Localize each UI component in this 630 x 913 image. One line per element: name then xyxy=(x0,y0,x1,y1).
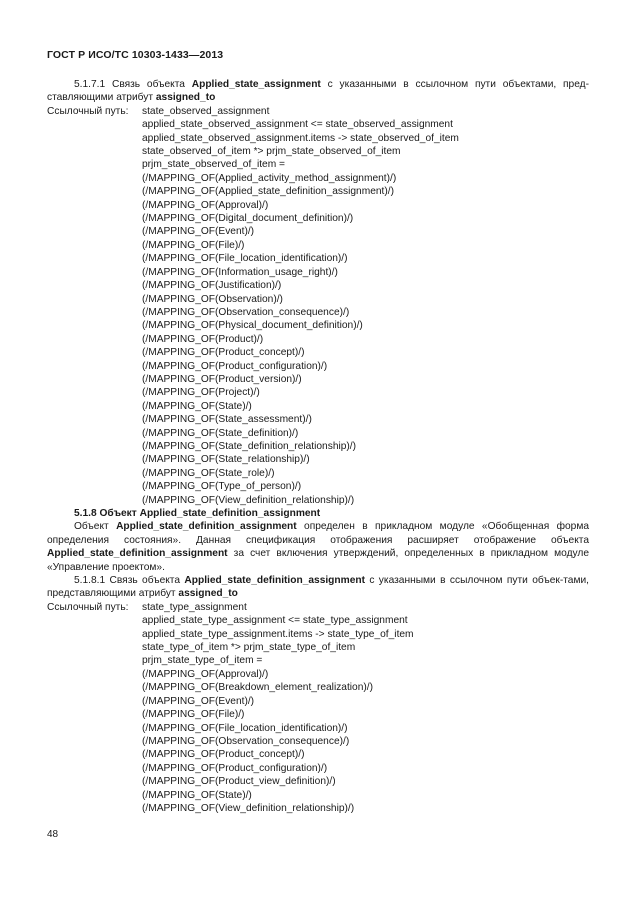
reference-path-line: (/MAPPING_OF(State)/) xyxy=(142,789,252,801)
reference-path-line: (/MAPPING_OF(State)/) xyxy=(142,400,252,412)
reference-path-line: (/MAPPING_OF(State_role)/) xyxy=(142,467,275,479)
reference-path-block xyxy=(47,601,589,816)
reference-path-line: (/MAPPING_OF(Approval)/) xyxy=(142,668,269,680)
reference-path-line: (/MAPPING_OF(Event)/) xyxy=(142,695,255,707)
reference-path-line: (/MAPPING_OF(Product)/) xyxy=(142,333,264,345)
clause-text: с указанными в ссылочном пути объектами, пред-ставляющими атрибут xyxy=(47,79,589,104)
reference-path-line: (/MAPPING_OF(Type_of_person)/) xyxy=(142,481,302,493)
document-body xyxy=(47,78,589,815)
section-heading-5-1-8: 5.1.8 Объект Applied_state_definition_assignment xyxy=(74,508,321,519)
paragraph-text: определен в прикладном модуле «Обобщенная форма определения состояния». Данная спецификация отображения расширяет отображение объекта xyxy=(47,521,589,546)
reference-path-line: (/MAPPING_OF(Product_concept)/) xyxy=(142,749,305,761)
reference-path-line: (/MAPPING_OF(Event)/) xyxy=(142,226,255,238)
reference-path-line: (/MAPPING_OF(Project)/) xyxy=(142,387,260,399)
reference-path-line: state_type_of_item *> prjm_state_type_of_item xyxy=(142,642,356,654)
reference-path-line: prjm_state_observed_of_item = xyxy=(142,159,285,171)
reference-path-line: (/MAPPING_OF(State_assessment)/) xyxy=(142,414,312,426)
reference-path-line: (/MAPPING_OF(Observation_consequence)/) xyxy=(142,306,350,318)
reference-path-line: (/MAPPING_OF(View_definition_relationship)/) xyxy=(142,802,355,814)
reference-path-line: (/MAPPING_OF(Observation)/) xyxy=(142,293,283,305)
clause-5-1-7-1 xyxy=(47,78,589,105)
reference-path-line: (/MAPPING_OF(Approval)/) xyxy=(142,199,269,211)
entity-name: Applied_state_definition_assignment xyxy=(47,548,228,560)
reference-path-line: (/MAPPING_OF(Observation_consequence)/) xyxy=(142,735,350,747)
reference-path-lines xyxy=(142,105,589,507)
paragraph-text: Объект xyxy=(74,521,117,533)
reference-path-line: (/MAPPING_OF(State_definition_relationship)/) xyxy=(142,440,357,452)
reference-path-line: (/MAPPING_OF(View_definition_relationship)/) xyxy=(142,494,355,506)
attribute-name: assigned_to xyxy=(178,588,238,600)
reference-path-line: (/MAPPING_OF(Digital_document_definition)/) xyxy=(142,213,354,225)
reference-path-line: (/MAPPING_OF(Product_concept)/) xyxy=(142,347,305,359)
reference-path-line: state_observed_assignment xyxy=(142,105,270,117)
document-header: ГОСТ Р ИСО/ТС 10303-1433—2013 xyxy=(47,49,224,61)
reference-path-line: (/MAPPING_OF(File_location_identification)/) xyxy=(142,722,348,734)
reference-path-lines xyxy=(142,601,589,816)
page-number: 48 xyxy=(47,829,59,840)
clause-5-1-8-1 xyxy=(47,574,589,601)
reference-path-line: (/MAPPING_OF(Breakdown_element_realization)/) xyxy=(142,682,374,694)
reference-path-block xyxy=(47,105,589,507)
clause-text: с указанными в ссылочном пути объек-тами, представляющими атрибут xyxy=(47,575,589,600)
reference-path-line: (/MAPPING_OF(Applied_state_definition_assignment)/) xyxy=(142,186,394,198)
reference-path-line: state_type_assignment xyxy=(142,601,247,613)
reference-path-line: prjm_state_type_of_item = xyxy=(142,655,263,667)
reference-path-line: (/MAPPING_OF(Information_usage_right)/) xyxy=(142,266,338,278)
entity-name: Applied_state_definition_assignment xyxy=(116,521,297,533)
clause-text: 5.1.7.1 Связь объекта xyxy=(74,79,192,90)
reference-path-line: applied_state_observed_assignment <= state_observed_assignment xyxy=(142,119,453,131)
reference-path-line: (/MAPPING_OF(Physical_document_definition)/) xyxy=(142,320,363,332)
reference-path-line: (/MAPPING_OF(File)/) xyxy=(142,239,245,251)
paragraph-text: за счет включения утверждений, определенных в прикладном модуле «Управление проектом». xyxy=(47,548,589,573)
reference-path-line: applied_state_type_assignment.items -> state_type_of_item xyxy=(142,628,414,640)
reference-path-line: (/MAPPING_OF(Applied_activity_method_assignment)/) xyxy=(142,172,397,184)
entity-name: Applied_state_assignment xyxy=(191,79,321,90)
reference-path-line: (/MAPPING_OF(Product_configuration)/) xyxy=(142,762,328,774)
reference-path-line: (/MAPPING_OF(Product_configuration)/) xyxy=(142,360,328,372)
reference-path-label: Ссылочный путь: xyxy=(47,105,129,117)
section-5-1-8-description xyxy=(47,520,589,574)
reference-path-label: Ссылочный путь: xyxy=(47,601,129,613)
reference-path-line: (/MAPPING_OF(Product_version)/) xyxy=(142,373,302,385)
reference-path-line: (/MAPPING_OF(State_relationship)/) xyxy=(142,454,310,466)
reference-path-line: (/MAPPING_OF(Product_view_definition)/) xyxy=(142,776,336,788)
attribute-name: assigned_to xyxy=(155,92,216,104)
reference-path-line: applied_state_type_assignment <= state_type_assignment xyxy=(142,615,408,627)
reference-path-line: (/MAPPING_OF(Justification)/) xyxy=(142,280,282,292)
reference-path-line: (/MAPPING_OF(File_location_identification)/) xyxy=(142,253,348,265)
reference-path-line: (/MAPPING_OF(File)/) xyxy=(142,709,245,721)
reference-path-line: (/MAPPING_OF(State_definition)/) xyxy=(142,427,299,439)
entity-name: Applied_state_definition_assignment xyxy=(184,575,365,587)
reference-path-line: state_observed_of_item *> prjm_state_observed_of_item xyxy=(142,146,401,158)
clause-text: 5.1.8.1 Связь объекта xyxy=(74,575,185,587)
reference-path-line: applied_state_observed_assignment.items -> state_observed_of_item xyxy=(142,132,459,144)
